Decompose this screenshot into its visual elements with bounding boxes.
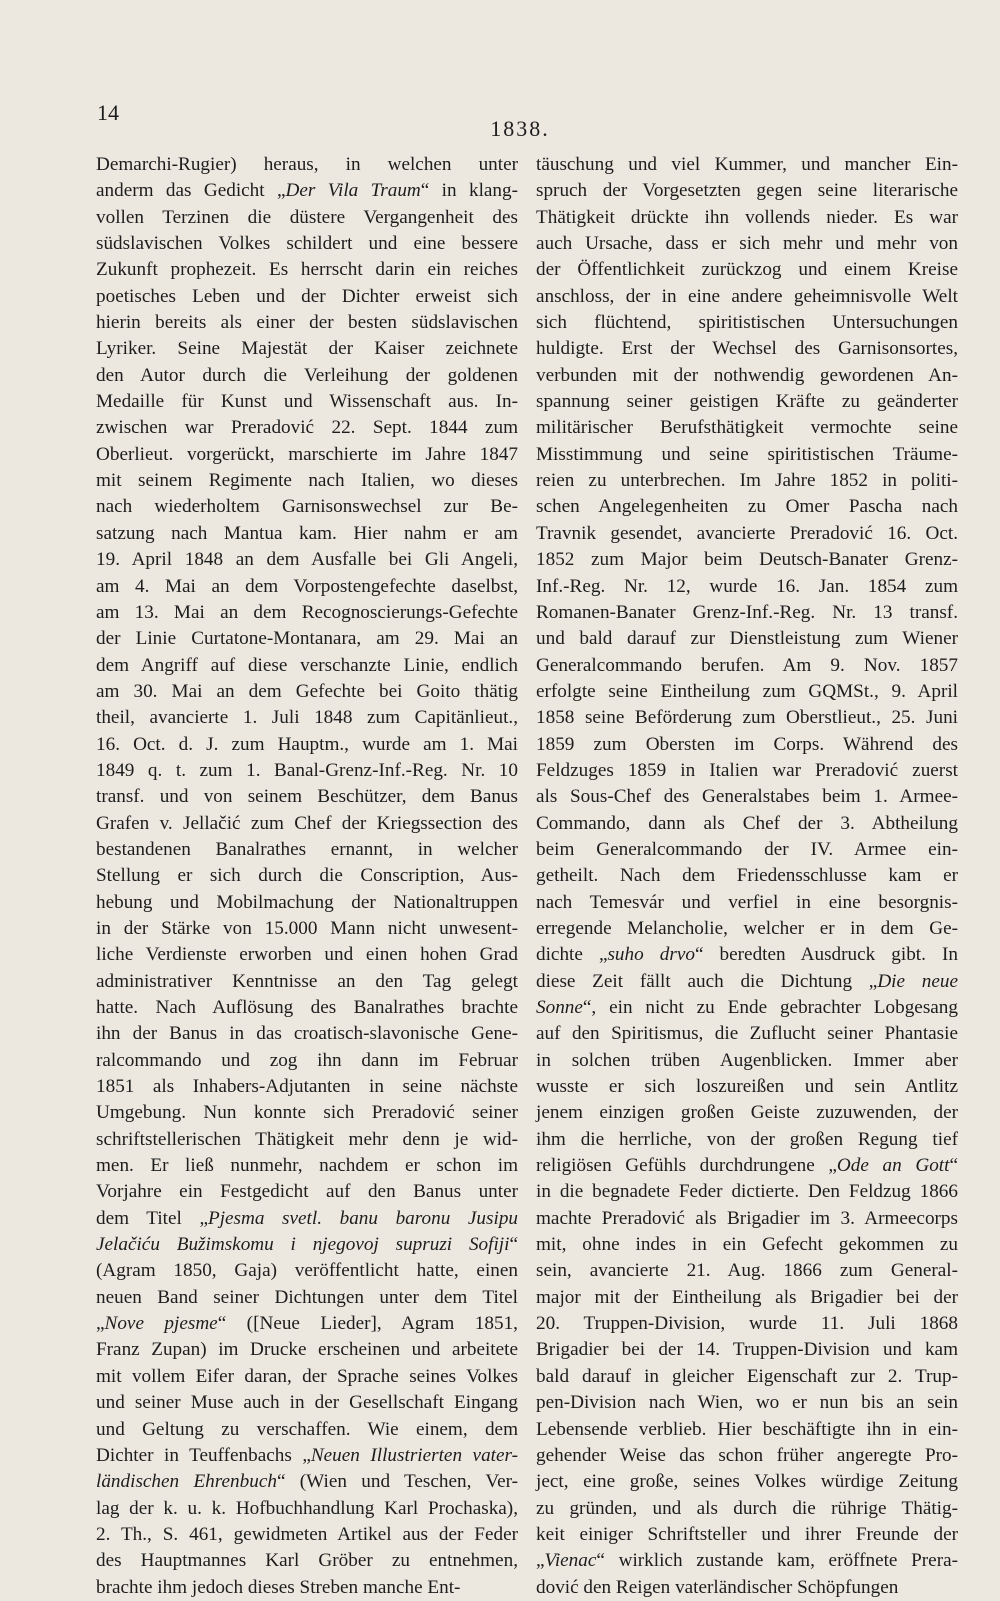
- body-text: und bald darauf zur Dienstleistung zum Wiener: [536, 628, 958, 650]
- body-text: am 30. Mai an dem Gefechte bei Goito thätig: [96, 680, 518, 702]
- body-text: ihn der Banus in das croatisch-slavonische Gene-: [96, 1023, 518, 1045]
- text-line: [536, 1048, 958, 1074]
- text-line: [536, 415, 958, 441]
- text-line: [536, 1153, 958, 1179]
- body-text: Generalcommando berufen. Am 9. Nov. 1857: [536, 654, 958, 676]
- text-line: [96, 521, 518, 547]
- text-line: [96, 916, 518, 942]
- body-text: mit vollem Eifer daran, der Sprache seines Volkes: [96, 1365, 518, 1387]
- body-text: brachte ihm jedoch dieses Streben manche Ent-: [96, 1576, 461, 1598]
- text-line: [536, 152, 958, 178]
- text-line: [536, 1443, 958, 1469]
- body-text: bald darauf in gleicher Eigenschaft zur 2. Trup-: [536, 1365, 958, 1387]
- body-text: sein, avancierte 21. Aug. 1866 zum General-: [536, 1260, 958, 1282]
- body-text: 16. Oct. d. J. zum Hauptm., wurde am 1. Mai: [96, 733, 518, 755]
- text-line: [536, 1179, 958, 1205]
- body-text: des Hauptmannes Karl Gröber zu entnehmen,: [96, 1550, 518, 1572]
- body-text: poetisches Leben und der Dichter erweist sich: [96, 285, 518, 307]
- text-line: [96, 758, 518, 784]
- text-line: [536, 1522, 958, 1548]
- body-text: jenem einzigen großen Geiste zuzuwenden, der: [536, 1102, 958, 1124]
- body-text: reien zu unterbrechen. Im Jahre 1852 in politi-: [536, 470, 958, 492]
- text-line: [96, 574, 518, 600]
- text-line: [536, 1548, 958, 1574]
- text-column-right: [536, 152, 958, 1601]
- body-text: dem Titel „: [96, 1207, 208, 1229]
- body-text: Romanen-Banater Grenz-Inf.-Reg. Nr. 13 transf.: [536, 601, 958, 623]
- body-text: auch Ursache, dass er sich mehr und mehr von: [536, 233, 958, 255]
- body-text: men. Er ließ nunmehr, nachdem er schon im: [96, 1155, 518, 1177]
- body-text: nach Temesvár und verfiel in eine besorgnis-: [536, 891, 958, 913]
- text-line: [96, 1021, 518, 1047]
- text-line: [96, 837, 518, 863]
- text-line: [536, 1496, 958, 1522]
- text-line: [536, 178, 958, 204]
- body-text: bestandenen Banalrathes ernannt, in welcher: [96, 838, 518, 860]
- body-text: Oberlieut. vorgerückt, marschierte im Jahre 1847: [96, 443, 518, 465]
- text-line: [536, 1232, 958, 1258]
- text-line: [536, 468, 958, 494]
- body-text: und seiner Muse auch in der Gesellschaft Eingang: [96, 1392, 518, 1414]
- text-line: [536, 1575, 958, 1601]
- text-line: [96, 1153, 518, 1179]
- text-line: [96, 1100, 518, 1126]
- body-text: Commando, dann als Chef der 3. Abtheilung: [536, 812, 958, 834]
- text-line: [96, 284, 518, 310]
- text-line: [96, 1311, 518, 1337]
- body-text: liche Verdienste erworben und einen hohen Grad: [96, 944, 518, 966]
- body-text: schriftstellerischen Thätigkeit mehr denn je wid-: [96, 1128, 518, 1150]
- body-text: „: [536, 1550, 545, 1572]
- body-text: getheilt. Nach dem Friedensschlusse kam er: [536, 865, 958, 887]
- body-text: ihm die herrliche, von der großen Regung tief: [536, 1128, 958, 1150]
- text-line: [536, 600, 958, 626]
- text-line: [536, 995, 958, 1021]
- body-text: Stellung er sich durch die Conscription, Aus-: [96, 865, 518, 887]
- body-text: hatte. Nach Auflösung des Banalrathes brachte: [96, 997, 518, 1018]
- body-text: keit einiger Schriftsteller und ihrer Freunde der: [536, 1523, 958, 1545]
- italic-title-text: Vienac: [544, 1550, 597, 1572]
- body-text: hierin bereits als einer der besten südslavischen: [96, 312, 518, 334]
- text-line: [536, 1258, 958, 1284]
- text-line: [96, 1337, 518, 1363]
- body-text: anderm das Gedicht „: [96, 180, 286, 202]
- body-text: Umgebung. Nun konnte sich Preradović seiner: [96, 1102, 518, 1124]
- body-text: satzung nach Mantua kam. Hier nahm er am: [96, 522, 518, 544]
- text-line: [536, 205, 958, 231]
- body-text: täuschung und viel Kummer, und mancher Ein-: [536, 154, 958, 175]
- body-text: religiösen Gefühls durchdrungene „: [536, 1155, 837, 1177]
- text-line: [96, 389, 518, 415]
- text-line: [96, 679, 518, 705]
- body-text: ralcommando und zog ihn dann im Februar: [96, 1049, 518, 1071]
- text-line: [96, 257, 518, 283]
- page-number: 14: [97, 100, 119, 125]
- text-line: [96, 363, 518, 389]
- body-text: erregende Melancholie, welcher er in dem Ge-: [536, 917, 958, 939]
- body-text: Medaille für Kunst und Wissenschaft aus. In-: [96, 391, 518, 413]
- body-text: mit seinem Regimente nach Italien, wo dieses: [96, 470, 518, 492]
- body-text: dichte „: [536, 944, 608, 966]
- text-line: [536, 1206, 958, 1232]
- body-text: “ beredten Ausdruck gibt. In: [694, 944, 958, 966]
- text-line: [96, 1548, 518, 1574]
- body-text: Misstimmung und seine spiritistischen Träume-: [536, 443, 958, 465]
- body-text: theil, avancierte 1. Juli 1848 zum Capitänlieut.,: [96, 707, 518, 729]
- body-text: Vorjahre ein Festgedicht auf den Banus unter: [96, 1181, 518, 1203]
- body-text: “: [509, 1234, 518, 1256]
- body-text: “: [949, 1155, 958, 1177]
- body-text: Dichter in Teuffenbachs „: [96, 1444, 311, 1466]
- text-line: [96, 310, 518, 336]
- body-text: major mit der Eintheilung als Brigadier bei der: [536, 1286, 958, 1308]
- text-line: [96, 494, 518, 520]
- text-line: [96, 1179, 518, 1205]
- text-line: [536, 1021, 958, 1047]
- text-line: [536, 547, 958, 573]
- body-text: Demarchi-Rugier) heraus, in welchen unter: [96, 154, 518, 175]
- text-line: [536, 1364, 958, 1390]
- text-line: [536, 890, 958, 916]
- body-text: Brigadier bei der 14. Truppen-Division und kam: [536, 1339, 958, 1361]
- body-text: in der Stärke von 15.000 Mann nicht unwesent-: [96, 917, 518, 939]
- text-line: [96, 1496, 518, 1522]
- text-line: [96, 863, 518, 889]
- body-text: transf. und von seinem Beschützer, dem Banus: [96, 786, 518, 808]
- text-line: [536, 942, 958, 968]
- text-line: [536, 916, 958, 942]
- body-text: auf den Spiritismus, die Zuflucht seiner Phantasie: [536, 1023, 958, 1045]
- body-text: 2. Th., S. 461, gewidmeten Artikel aus der Feder: [96, 1523, 518, 1545]
- body-text: in solchen trüben Augenblicken. Immer aber: [536, 1049, 958, 1071]
- body-text: anschloss, der in eine andere geheimnisvolle Welt: [536, 285, 958, 307]
- body-text: 1852 zum Major beim Deutsch-Banater Grenz-: [536, 549, 958, 571]
- body-text: der Linie Curtatone-Montanara, am 29. Mai an: [96, 628, 518, 650]
- text-line: [536, 837, 958, 863]
- text-line: [96, 152, 518, 178]
- text-line: [536, 1337, 958, 1363]
- body-text: Feldzuges 1859 in Italien war Preradović zuerst: [536, 759, 958, 781]
- body-text: hebung und Mobilmachung der Nationaltruppen: [96, 891, 518, 913]
- body-text: dović den Reigen vaterländischer Schöpfungen: [536, 1576, 899, 1598]
- body-text: Inf.-Reg. Nr. 12, wurde 16. Jan. 1854 zum: [536, 575, 958, 597]
- italic-title-text: Ode an Gott: [836, 1155, 950, 1177]
- text-line: [96, 890, 518, 916]
- text-line: [536, 1390, 958, 1416]
- body-text: zu gründen, und als durch die rührige Thätig-: [536, 1497, 958, 1519]
- body-text: Travnik gesendet, avancierte Preradović 16. Oct.: [536, 522, 958, 544]
- body-text: mit, ohne indes in ein Gefecht gekommen zu: [536, 1234, 958, 1256]
- body-text: Zukunft prophezeit. Es herrscht darin ein reiches: [96, 259, 518, 281]
- text-line: [536, 257, 958, 283]
- text-line: [536, 389, 958, 415]
- text-line: [96, 969, 518, 995]
- text-line: [96, 178, 518, 204]
- body-text: 1851 als Inhabers-Adjutanten in seine nächste: [96, 1076, 518, 1098]
- body-text: “ wirklich zustande kam, eröffnete Prera-: [596, 1550, 958, 1572]
- body-text: in die begnadete Feder dictierte. Den Feldzug 1866: [536, 1181, 958, 1203]
- text-line: [536, 1127, 958, 1153]
- text-line: [96, 1258, 518, 1284]
- text-line: [96, 1232, 518, 1258]
- text-line: [96, 1048, 518, 1074]
- body-text: sich flüchtend, spiritistischen Untersuchungen: [536, 312, 958, 334]
- body-text: spannung seiner geistigen Kräfte zu geänderter: [536, 391, 958, 413]
- text-line: [96, 626, 518, 652]
- text-line: [96, 1206, 518, 1232]
- body-text: zwischen war Preradović 22. Sept. 1844 zum: [96, 417, 518, 439]
- text-line: [96, 547, 518, 573]
- body-text: vollen Terzinen die düstere Vergangenheit des: [96, 206, 518, 228]
- text-line: [96, 1469, 518, 1495]
- text-line: [536, 653, 958, 679]
- body-text: neuen Band seiner Dichtungen unter dem Titel: [96, 1286, 518, 1308]
- body-text: “ in klang-: [420, 180, 518, 202]
- body-text: und Geltung zu verschaffen. Wie einem, dem: [96, 1418, 518, 1440]
- body-text: dem Angriff auf diese verschanzte Linie, endlich: [96, 654, 518, 676]
- body-text: spruch der Vorgesetzten gegen seine literarische: [536, 180, 958, 202]
- text-line: [536, 1417, 958, 1443]
- italic-title-text: Jelačiću Bužimskomu i njegovoj supruzi Sofiji: [96, 1234, 510, 1256]
- body-text: (Agram 1850, Gaja) veröffentlicht hatte, einen: [96, 1260, 518, 1282]
- body-text: Lebensende verblieb. Hier beschäftigte ihn in ein-: [536, 1418, 958, 1440]
- text-line: [96, 1285, 518, 1311]
- body-text: huldigte. Erst der Wechsel des Garnisonsortes,: [536, 338, 958, 360]
- body-text: pen-Division nach Wien, wo er nun bis an sein: [536, 1392, 958, 1414]
- italic-title-text: Neuen Illustrierten vater-: [310, 1444, 518, 1466]
- body-text: machte Preradović als Brigadier im 3. Armeecorps: [536, 1207, 958, 1229]
- body-text: südslavischen Volkes schildert und eine bessere: [96, 233, 518, 255]
- text-line: [536, 310, 958, 336]
- body-text: administrativer Kenntnisse an den Tag gelegt: [96, 970, 518, 992]
- text-line: [536, 1469, 958, 1495]
- text-line: [536, 758, 958, 784]
- body-text: 19. April 1848 an dem Ausfalle bei Gli Angeli,: [96, 549, 518, 571]
- body-text: schen Angelegenheiten zu Omer Pascha nach: [536, 496, 958, 518]
- text-line: [96, 784, 518, 810]
- text-line: [536, 1285, 958, 1311]
- italic-title-text: Die neue: [877, 970, 958, 992]
- text-line: [536, 1311, 958, 1337]
- text-line: [96, 1443, 518, 1469]
- body-text: militärischer Berufsthätigkeit vermochte seine: [536, 417, 958, 439]
- body-text: 20. Truppen-Division, wurde 11. Juli 1868: [536, 1313, 958, 1335]
- text-line: [536, 705, 958, 731]
- text-line: [96, 1575, 518, 1601]
- running-head: 1838.: [490, 116, 550, 141]
- body-text: 1849 q. t. zum 1. Banal-Grenz-Inf.-Reg. Nr. 10: [96, 759, 518, 781]
- text-line: [96, 336, 518, 362]
- text-line: [536, 784, 958, 810]
- body-text: am 4. Mai an dem Vorpostengefechte daselbst,: [96, 575, 518, 597]
- text-line: [536, 363, 958, 389]
- italic-title-text: ländischen Ehrenbuch: [96, 1471, 277, 1493]
- text-line: [96, 705, 518, 731]
- body-text: als Sous-Chef des Generalstabes beim 1. Armee-: [536, 786, 958, 808]
- body-text: diese Zeit fällt auch die Dichtung „: [536, 970, 878, 992]
- body-text: wusste er sich loszureißen und sein Antlitz: [536, 1076, 958, 1098]
- body-text: erfolgte seine Eintheilung zum GQMSt., 9. April: [536, 680, 958, 702]
- text-line: [536, 679, 958, 705]
- text-line: [536, 336, 958, 362]
- body-text: „: [96, 1313, 105, 1335]
- italic-title-text: Sonne: [536, 997, 583, 1018]
- body-text: verbunden mit der nothwendig gewordenen An-: [536, 364, 958, 386]
- text-line: [536, 626, 958, 652]
- italic-title-text: suho drvo: [607, 944, 695, 966]
- body-text: den Autor durch die Verleihung der goldenen: [96, 364, 518, 386]
- text-line: [536, 521, 958, 547]
- text-line: [96, 811, 518, 837]
- text-line: [96, 1364, 518, 1390]
- text-line: [536, 494, 958, 520]
- text-column-left: [96, 152, 518, 1601]
- text-line: [536, 969, 958, 995]
- text-line: [96, 468, 518, 494]
- text-line: [536, 863, 958, 889]
- body-text: der Öffentlichkeit zurückzog und einem Kreise: [536, 259, 958, 281]
- italic-title-text: Nove pjesme: [104, 1313, 218, 1335]
- text-line: [536, 231, 958, 257]
- text-line: [96, 1522, 518, 1548]
- text-line: [96, 1127, 518, 1153]
- text-line: [536, 1074, 958, 1100]
- text-line: [536, 1100, 958, 1126]
- body-text: 1859 zum Obersten im Corps. Während des: [536, 733, 958, 755]
- body-text: “, ein nicht zu Ende gebrachter Lobgesang: [582, 997, 958, 1018]
- text-line: [96, 415, 518, 441]
- body-text: am 13. Mai an dem Recognoscierungs-Gefechte: [96, 601, 518, 623]
- body-text: lag der k. u. k. Hofbuchhandlung Karl Prochaska),: [96, 1497, 518, 1519]
- text-line: [536, 732, 958, 758]
- body-text: “ (Wien und Teschen, Ver-: [276, 1471, 519, 1493]
- text-line: [96, 1074, 518, 1100]
- italic-title-text: Pjesma svetl. banu baronu Jusipu: [207, 1207, 519, 1229]
- body-text: ject, eine große, seines Volkes würdige Zeitung: [536, 1471, 958, 1493]
- text-line: [96, 942, 518, 968]
- italic-title-text: Der Vila Traum: [285, 180, 421, 202]
- text-line: [536, 442, 958, 468]
- body-text: Grafen v. Jellačić zum Chef der Kriegssection des: [96, 812, 518, 834]
- body-text: Lyriker. Seine Majestät der Kaiser zeichnete: [96, 338, 518, 360]
- body-text: Thätigkeit drückte ihn vollends nieder. Es war: [536, 206, 958, 228]
- text-line: [96, 205, 518, 231]
- body-text: “ ([Neue Lieder], Agram 1851,: [217, 1313, 518, 1335]
- text-line: [96, 653, 518, 679]
- text-line: [96, 442, 518, 468]
- text-line: [96, 1390, 518, 1416]
- text-line: [96, 600, 518, 626]
- text-line: [536, 811, 958, 837]
- text-line: [536, 574, 958, 600]
- body-text: gehender Weise das schon früher angeregte Pro-: [536, 1444, 958, 1466]
- text-line: [96, 231, 518, 257]
- body-text: 1858 seine Beförderung zum Oberstlieut., 25. Juni: [536, 707, 958, 729]
- text-line: [96, 995, 518, 1021]
- body-text: Franz Zupan) im Drucke erscheinen und arbeitete: [96, 1339, 518, 1361]
- text-line: [96, 732, 518, 758]
- text-line: [96, 1417, 518, 1443]
- body-text: nach wiederholtem Garnisonswechsel zur Be-: [96, 496, 518, 518]
- text-line: [536, 284, 958, 310]
- body-text: beim Generalcommando der IV. Armee ein-: [536, 838, 958, 860]
